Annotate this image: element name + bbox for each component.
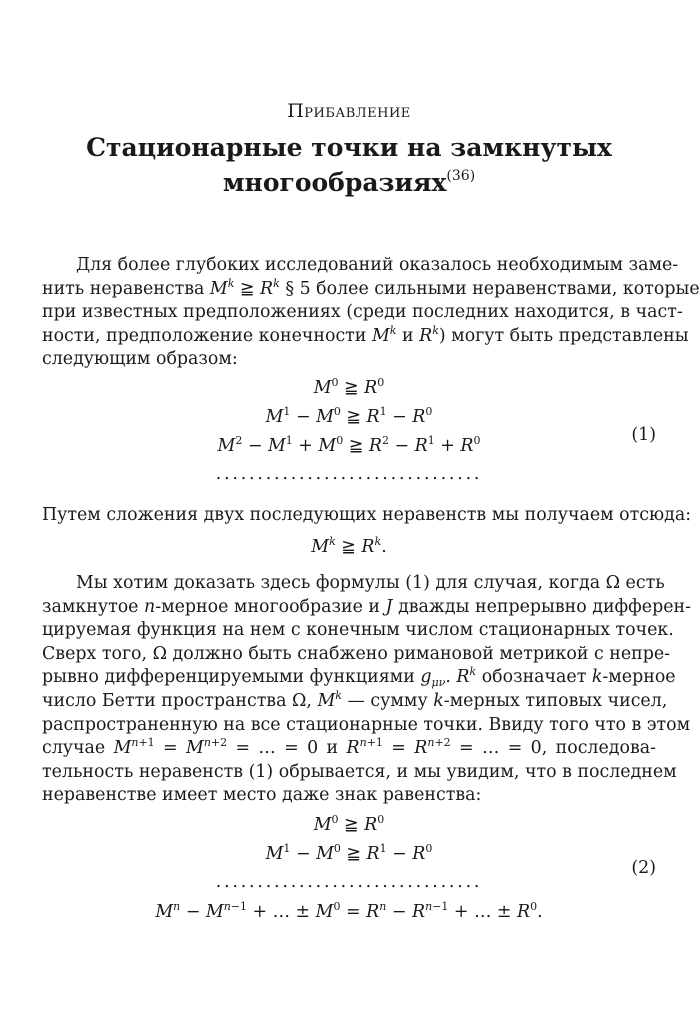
paragraph-intro: Для более глубоких исследований оказалось необходимым заме- нить неравенства $M^k$ ≧ $R^k$ § 5 более сильными неравенствами, которые при известных предположениях (среди последних находится, в част- ности, предположение конечности $M^k$ и $R^k$) могут быть представлены следующим образом: — [42, 255, 700, 370]
title-line-1: Стационарные точки на замкнутых — [86, 133, 612, 162]
equation-number-2: (2) — [631, 858, 656, 878]
equation-1b: $M^1 - M^0$ ≧ $R^1 - R^0$ — [265, 405, 433, 427]
footnote-ref: (36) — [446, 168, 476, 184]
equation-2-ellipsis: ................................ — [215, 872, 483, 892]
equation-2b: $M^1 - M^0$ ≧ $R^1 - R^0$ — [265, 842, 433, 864]
chapter-title — [42, 130, 656, 200]
paragraph-sum: Путем сложения двух последующих неравенств мы получаем отсюда: — [42, 505, 692, 525]
equation-number-1: (1) — [631, 425, 656, 445]
equation-2a: $M^0$ ≧ $R^0$ — [313, 813, 385, 835]
equation-2c: $M^n - M^{n-1}$ + … ± $M^0 = R^n - R^{n-1}$ + … ± $R^0$. — [155, 900, 543, 922]
appendix-label: Прибавление — [287, 100, 411, 122]
title-line-2: многообразиях$^{(36)}$ — [222, 168, 476, 197]
equation-1-ellipsis: ................................ — [215, 464, 483, 484]
equation-1a: $M^0$ ≧ $R^0$ — [313, 376, 385, 398]
equation-1c: $M^2 - M^1 + M^0$ ≧ $R^2 - R^1 + R^0$ — [217, 434, 481, 456]
paragraph-proof-setup: Мы хотим доказать здесь формулы (1) для случая, когда Ω есть замкнутое n-мерное многообразие и J дважды непрерывно дифферен- цируемая функция на нем с конечным числом стационарных точек. Сверх того, Ω должно быть снабжено римановой метрикой с непре- рывно дифференцируемыми функциями $g_{\mu\nu}$. $R^k$ обозначает k-мерное число Бетти пространства Ω, $M^k$ — сумму k-мерных типовых чисел, распространенную на все стационарные точки. Ввиду того что в этом случае $M^{n+1} = M^{n+2}$ = … = 0 и $R^{n+1} = R^{n+2}$ = … = 0, последова- тельность неравенств (1) обрывается, и мы увидим, что в последнем неравенстве имеет место даже знак равенства: — [42, 573, 691, 806]
equation-mk-rk: $M^k$ ≧ $R^k$. — [311, 535, 387, 557]
